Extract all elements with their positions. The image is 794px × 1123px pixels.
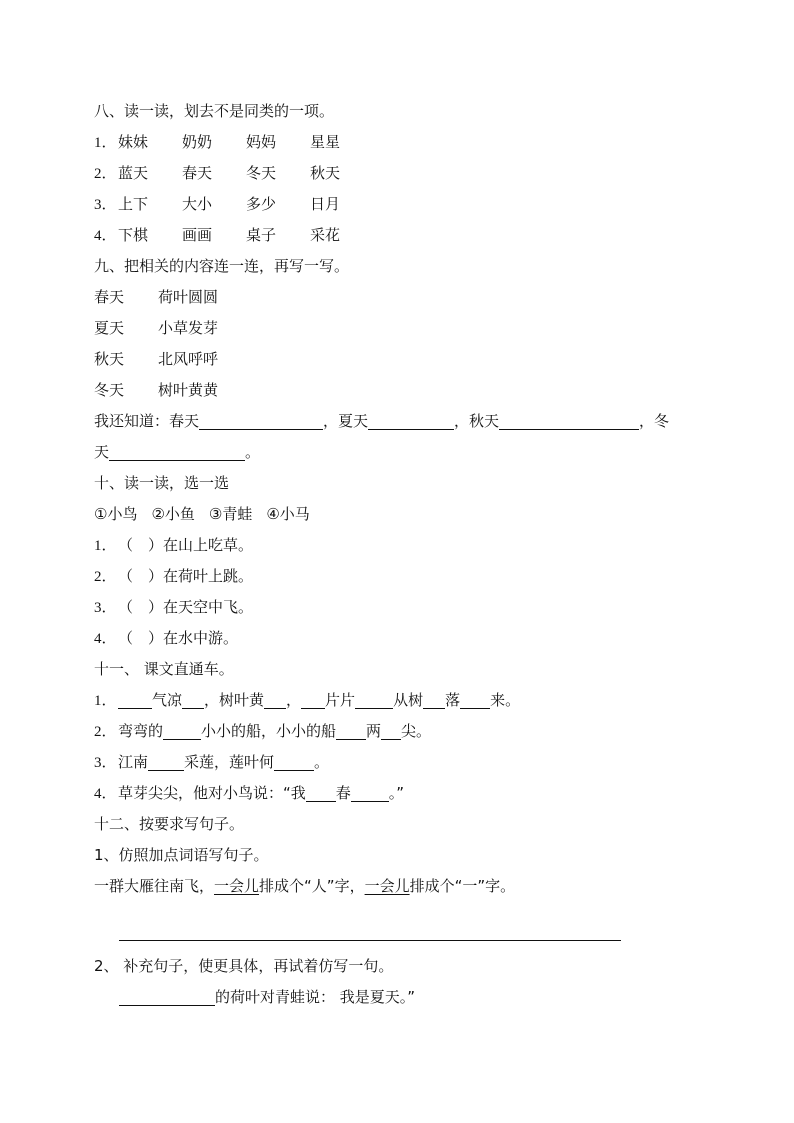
season-description: 北风呼呼 — [158, 350, 219, 368]
word: 桌子 — [246, 226, 277, 244]
fill-blank[interactable] — [381, 721, 401, 740]
question-1: 1、仿照加点词语写句子。 — [94, 846, 269, 864]
list-item — [94, 220, 714, 251]
fill-blank[interactable] — [336, 721, 366, 740]
know-line-2 — [94, 437, 714, 468]
season: 秋天 — [94, 350, 125, 368]
text: 排成个“一”字。 — [409, 877, 516, 895]
answer-paren[interactable]: （ ） — [118, 567, 164, 585]
know-summer: ，夏天 — [323, 412, 369, 430]
fill-sentence — [94, 982, 714, 1013]
item-number: 2． — [94, 724, 117, 740]
text: 从树 — [393, 691, 424, 709]
fill-blank[interactable] — [182, 690, 204, 709]
item-number: 3． — [94, 755, 117, 771]
item-text: 在荷叶上跳。 — [163, 567, 254, 585]
section-8-rows — [94, 127, 714, 251]
section-8-title: 八、读一读，划去不是同类的一项。 — [94, 102, 335, 120]
option: ②小鱼 — [151, 505, 195, 523]
fill-blank[interactable] — [355, 690, 393, 709]
word: 蓝天 — [118, 164, 149, 182]
text: 。 — [314, 753, 330, 771]
text: 落 — [445, 691, 461, 709]
item-number: 1． — [94, 538, 117, 554]
match-row — [94, 375, 714, 406]
autumn-blank[interactable] — [499, 411, 639, 430]
word: 奶奶 — [182, 133, 213, 151]
match-row — [94, 344, 714, 375]
option: ①小鸟 — [94, 505, 138, 523]
item-number: 2． — [94, 569, 117, 585]
item-number: 2． — [94, 166, 117, 182]
text: ，树叶黄 — [204, 691, 265, 709]
word: 多少 — [246, 195, 277, 213]
section-10-title: 十、读一读，选一选 — [94, 474, 230, 492]
text: 草芽尖尖，他对小鸟说：“我 — [118, 784, 306, 802]
section-9-title: 九、把相关的内容连一连，再写一写。 — [94, 257, 350, 275]
season: 冬天 — [94, 381, 125, 399]
item-number: 4． — [94, 631, 117, 647]
season: 夏天 — [94, 319, 125, 337]
answer-paren[interactable]: （ ） — [118, 598, 164, 616]
section-12-title: 十二、按要求写句子。 — [94, 815, 245, 833]
item-text: 在水中游。 — [163, 629, 239, 647]
word: 下棋 — [118, 226, 149, 244]
word: 春天 — [182, 164, 213, 182]
know-winter-a: ，冬 — [639, 412, 670, 430]
fill-blank[interactable] — [306, 783, 336, 802]
word: 采花 — [310, 226, 341, 244]
item-number: 4． — [94, 786, 117, 802]
word: 妈妈 — [246, 133, 277, 151]
key-phrase: 一会儿 — [214, 877, 260, 895]
text: 来。 — [490, 691, 521, 709]
fill-blank[interactable] — [119, 987, 215, 1006]
know-line — [94, 406, 714, 437]
text: 排成个“人”字， — [259, 877, 365, 895]
text: 两 — [366, 722, 382, 740]
season-description: 小草发芽 — [158, 319, 219, 337]
item-number: 1． — [94, 693, 117, 709]
fill-blank[interactable] — [301, 690, 325, 709]
word: 日月 — [310, 195, 341, 213]
text: ， — [286, 691, 302, 709]
list-item — [94, 747, 714, 778]
spacer — [94, 902, 714, 940]
fill-blank[interactable] — [460, 690, 490, 709]
text: 片片 — [325, 691, 356, 709]
word: 画画 — [182, 226, 213, 244]
match-row — [94, 313, 714, 344]
list-item — [94, 716, 714, 747]
key-phrase: 一会儿 — [364, 877, 410, 895]
worksheet — [94, 96, 714, 1013]
know-prefix: 我还知道：春天 — [94, 412, 200, 430]
list-item — [94, 189, 714, 220]
word: 冬天 — [246, 164, 277, 182]
example-sentence — [94, 871, 714, 902]
list-item — [94, 685, 714, 716]
text: 采莲，莲叶何 — [184, 753, 275, 771]
know-autumn: ，秋天 — [454, 412, 500, 430]
list-item — [94, 158, 714, 189]
summer-blank[interactable] — [368, 411, 454, 430]
list-item — [94, 592, 714, 623]
section-11-title: 十一、 课文直通车。 — [94, 660, 234, 678]
item-number: 1． — [94, 135, 117, 151]
item-text: 在天空中飞。 — [163, 598, 254, 616]
item-text: 在山上吃草。 — [163, 536, 254, 554]
season-description: 荷叶圆圆 — [158, 288, 219, 306]
season-description: 树叶黄黄 — [158, 381, 219, 399]
fill-blank[interactable] — [264, 690, 286, 709]
list-item — [94, 561, 714, 592]
spring-blank[interactable] — [199, 411, 323, 430]
question-2: 2、 补充句子，使更具体，再试着仿写一句。 — [94, 957, 394, 975]
list-item — [94, 127, 714, 158]
word: 大小 — [182, 195, 213, 213]
list-item — [94, 530, 714, 561]
fill-blank[interactable] — [423, 690, 445, 709]
match-row — [94, 282, 714, 313]
fill-blank[interactable] — [148, 752, 184, 771]
word: 妹妹 — [118, 133, 149, 151]
text: 弯弯的 — [118, 722, 164, 740]
word: 星星 — [310, 133, 341, 151]
text: 春 — [335, 784, 351, 802]
text: 一群大雁往南飞， — [94, 877, 215, 895]
spacer — [94, 941, 714, 951]
text: 。” — [388, 784, 405, 802]
fill-blank[interactable] — [351, 783, 389, 802]
know-end: 。 — [245, 443, 261, 461]
answer-paren[interactable]: （ ） — [118, 536, 164, 554]
list-item — [94, 778, 714, 809]
word: 秋天 — [310, 164, 341, 182]
fill-blank[interactable] — [274, 752, 314, 771]
fill-blank[interactable] — [118, 690, 152, 709]
season: 春天 — [94, 288, 125, 306]
winter-blank[interactable] — [109, 442, 245, 461]
option: ④小马 — [266, 505, 310, 523]
text: 尖。 — [401, 722, 432, 740]
fill-blank[interactable] — [163, 721, 201, 740]
item-number: 4． — [94, 228, 117, 244]
text: 气凉 — [152, 691, 183, 709]
item-number: 3． — [94, 197, 117, 213]
answer-paren[interactable]: （ ） — [118, 629, 164, 647]
word: 上下 — [118, 195, 149, 213]
text: 小小的船，小小的船 — [201, 722, 337, 740]
item-number: 3． — [94, 600, 117, 616]
options-line — [94, 499, 714, 530]
option: ③青蛙 — [208, 505, 253, 523]
text: 的荷叶对青蛙说： 我是夏天。” — [215, 988, 416, 1006]
list-item — [94, 623, 714, 654]
text: 江南 — [118, 753, 149, 771]
know-winter-b: 天 — [94, 443, 110, 461]
